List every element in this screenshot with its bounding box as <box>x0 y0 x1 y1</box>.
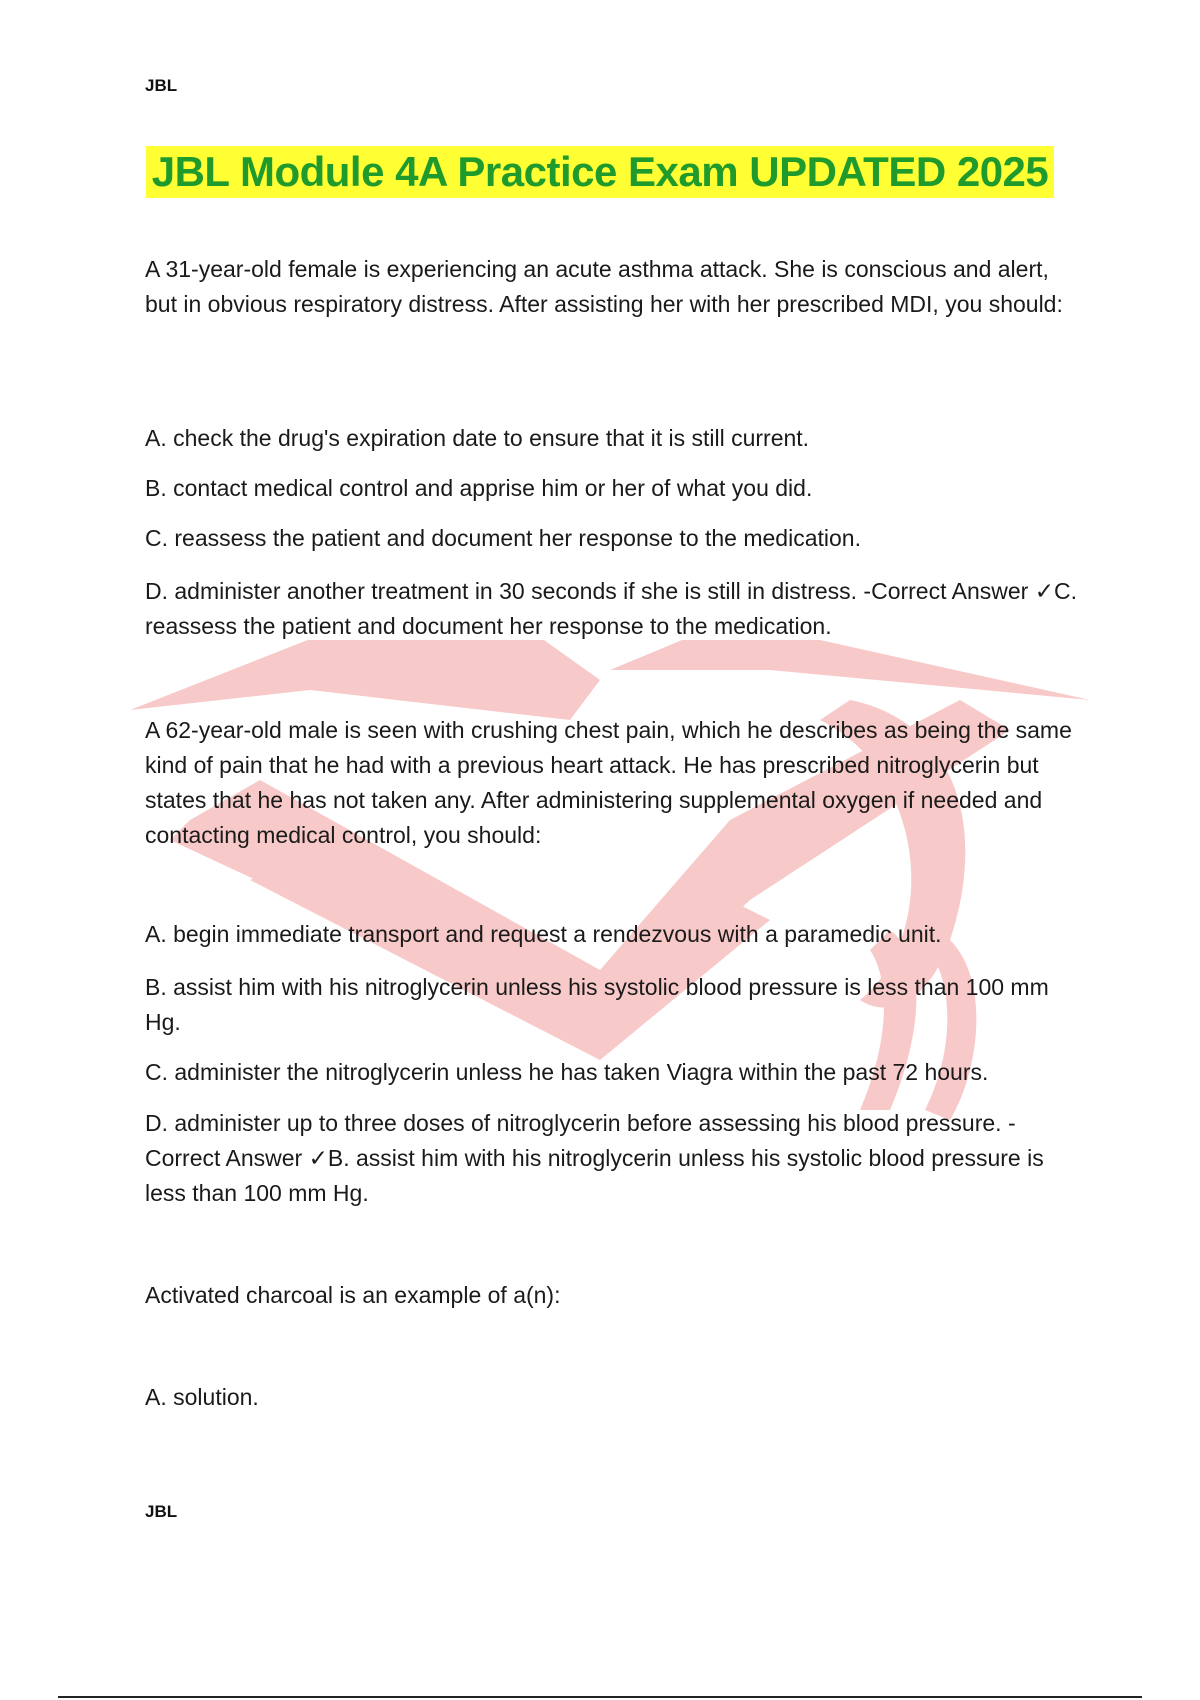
question-2-text: A 62-year-old male is seen with crushing chest pain, which he describes as being the same kind of pain that he had with a previous heart attack. He has prescribed nitroglycerin but states that he has not taken any. After administering supplemental oxygen if needed and contacting medical control, you should: <box>145 717 1072 848</box>
question-2-option-a: A. begin immediate transport and request a rendezvous with a paramedic unit. <box>145 921 942 947</box>
header-mark: JBL <box>145 76 178 95</box>
question-3-option-a: A. solution. <box>145 1384 259 1410</box>
question-1-option-c: C. reassess the patient and document her response to the medication. <box>145 525 861 551</box>
question-2-option-b: B. assist him with his nitroglycerin unless his systolic blood pressure is less than 100 mm Hg. <box>145 974 1049 1035</box>
page-title: JBL Module 4A Practice Exam UPDATED 2025 <box>146 146 1055 198</box>
question-1-option-a: A. check the drug's expiration date to ensure that it is still current. <box>145 425 810 451</box>
title-container <box>0 146 1200 198</box>
question-1-option-b: B. contact medical control and apprise him or her of what you did. <box>145 475 813 501</box>
question-2-option-c: C. administer the nitroglycerin unless he has taken Viagra within the past 72 hours. <box>145 1059 989 1085</box>
page-bottom-rule <box>58 1696 1142 1698</box>
question-1-option-d-answer: D. administer another treatment in 30 seconds if she is still in distress. -Correct Answer ✓C. reassess the patient and document her response to the medication. <box>145 578 1077 639</box>
question-1-text: A 31-year-old female is experiencing an acute asthma attack. She is conscious and alert, but in obvious respiratory distress. After assisting her with her prescribed MDI, you should: <box>145 256 1063 317</box>
question-2-option-d-answer: D. administer up to three doses of nitroglycerin before assessing his blood pressure. -Correct Answer ✓B. assist him with his nitroglycerin unless his systolic blood pressure is less than 100 mm Hg. <box>145 1110 1044 1206</box>
footer-mark: JBL <box>145 1502 178 1521</box>
question-3-text: Activated charcoal is an example of a(n): <box>145 1282 561 1308</box>
